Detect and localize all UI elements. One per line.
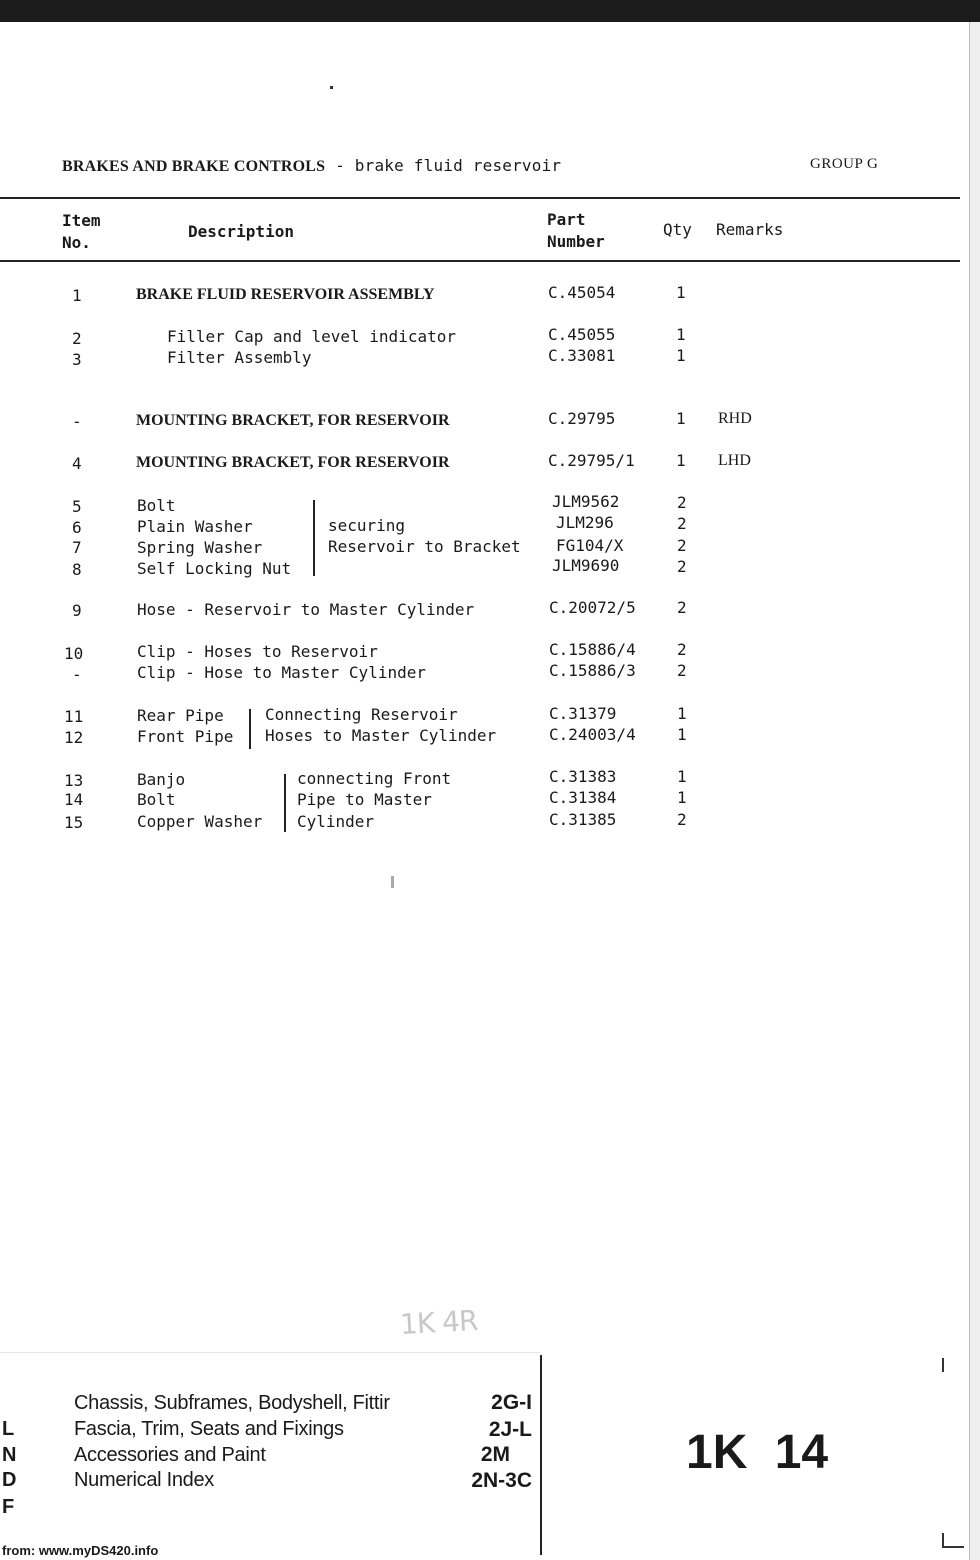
- col-qty: Qty: [663, 220, 692, 239]
- row-item: 2: [72, 329, 82, 348]
- row-qty: 2: [677, 514, 687, 533]
- row-part: C.31379: [549, 704, 617, 723]
- corner-mark: [942, 1546, 964, 1548]
- row-qty: 1: [677, 767, 687, 786]
- col-item-line2: No.: [62, 233, 91, 252]
- row-desc: Filler Cap and level indicator: [167, 327, 456, 346]
- footer-section-label: Fascia, Trim, Seats and Fixings: [74, 1418, 344, 1440]
- col-item: [62, 210, 101, 254]
- row-qty: 2: [677, 810, 687, 829]
- footer-section-code: 2G-I: [491, 1391, 532, 1414]
- row-item: -: [72, 665, 82, 684]
- col-part-line1: Part: [547, 210, 586, 229]
- row-desc: Copper Washer: [137, 812, 263, 831]
- row-part: C.15886/3: [549, 661, 636, 680]
- row-item: 8: [72, 560, 82, 579]
- group-label: GROUP G: [810, 156, 879, 172]
- row-item: 10: [64, 644, 84, 663]
- bracket-note: Reservoir to Bracket: [328, 537, 521, 556]
- edge-letter: D: [2, 1469, 17, 1491]
- page-title: [62, 156, 561, 176]
- row-desc: Clip - Hose to Master Cylinder: [137, 663, 426, 682]
- corner-mark: [942, 1533, 944, 1547]
- header-rule-bottom: [0, 260, 960, 262]
- edge-letter: F: [2, 1496, 15, 1518]
- row-item: 14: [64, 790, 84, 809]
- scan-top-border: [0, 0, 980, 22]
- row-desc: Bolt: [137, 790, 176, 809]
- row-desc: Spring Washer: [137, 538, 263, 557]
- row-desc: Plain Washer: [137, 517, 253, 536]
- row-qty: 2: [677, 598, 687, 617]
- row-desc: BRAKE FLUID RESERVOIR ASSEMBLY: [136, 286, 435, 303]
- scan-right-edge: [969, 22, 980, 1560]
- row-part: C.29795: [548, 409, 616, 428]
- row-part: C.29795/1: [548, 451, 635, 470]
- row-item: 5: [72, 497, 82, 516]
- source-credit: from: www.myDS420.info: [2, 1543, 159, 1558]
- bracket-note: securing: [328, 516, 406, 535]
- bracket-line: [249, 709, 251, 749]
- row-qty: 2: [677, 557, 687, 576]
- row-part: C.24003/4: [549, 725, 636, 744]
- page-title-bold: BRAKES AND BRAKE CONTROLS: [62, 158, 326, 175]
- bracket-line: [313, 500, 315, 576]
- row-part: C.20072/5: [549, 598, 636, 617]
- row-part: C.31383: [549, 767, 617, 786]
- row-qty: 1: [677, 788, 687, 807]
- row-item: 6: [72, 518, 82, 537]
- row-qty: 2: [677, 536, 687, 555]
- row-item: 12: [64, 728, 84, 747]
- footer-section-label: Chassis, Subframes, Bodyshell, Fittir: [74, 1392, 390, 1414]
- col-description: Description: [188, 222, 294, 241]
- row-part: JLM296: [556, 513, 614, 532]
- row-desc: Self Locking Nut: [137, 559, 292, 578]
- row-qty: 1: [677, 704, 687, 723]
- row-desc: Front Pipe: [137, 727, 234, 746]
- footer-section-code: 2N-3C: [471, 1469, 532, 1492]
- row-item: 13: [64, 771, 84, 790]
- bracket-note: connecting Front: [297, 769, 452, 788]
- row-qty: 1: [676, 325, 686, 344]
- row-qty: 2: [677, 640, 687, 659]
- row-qty: 1: [676, 283, 686, 302]
- row-desc: Hose - Reservoir to Master Cylinder: [137, 600, 475, 619]
- row-qty: 2: [677, 493, 687, 512]
- header-rule-top: [0, 197, 960, 199]
- row-part: C.31384: [549, 788, 617, 807]
- corner-mark: [942, 1358, 944, 1372]
- row-item: -: [72, 412, 82, 431]
- row-desc: Clip - Hoses to Reservoir: [137, 642, 378, 661]
- row-item: 1: [72, 286, 82, 305]
- edge-letter: L: [2, 1418, 15, 1440]
- row-item: 4: [72, 454, 82, 473]
- row-part: JLM9690: [552, 556, 620, 575]
- bracket-note: Hoses to Master Cylinder: [265, 726, 497, 745]
- row-item: 11: [64, 707, 84, 726]
- row-part: C.45054: [548, 283, 616, 302]
- row-item: 7: [72, 538, 82, 557]
- row-item: 3: [72, 350, 82, 369]
- row-desc: Banjo: [137, 770, 186, 789]
- row-remarks: LHD: [718, 452, 751, 469]
- row-part: FG104/X: [556, 536, 624, 555]
- bracket-note: Cylinder: [297, 812, 375, 831]
- footer-section-code: 2M: [480, 1443, 510, 1466]
- edge-letter: N: [2, 1444, 17, 1466]
- row-desc: Filter Assembly: [167, 348, 312, 367]
- row-qty: 1: [676, 451, 686, 470]
- footer-section-label: Accessories and Paint: [74, 1444, 266, 1466]
- footer-separator: [0, 1352, 540, 1353]
- row-part: C.15886/4: [549, 640, 636, 659]
- row-item: 9: [72, 601, 82, 620]
- row-qty: 2: [677, 661, 687, 680]
- row-desc: Rear Pipe: [137, 706, 224, 725]
- footer-divider: [540, 1355, 542, 1555]
- bracket-note: Pipe to Master: [297, 790, 432, 809]
- speck: [330, 86, 333, 89]
- speck: [391, 876, 394, 888]
- col-part-number: [547, 209, 605, 253]
- row-part: C.31385: [549, 810, 617, 829]
- row-remarks: RHD: [718, 410, 752, 427]
- fiche-page-code: 1K 14: [686, 1426, 829, 1479]
- col-part-line2: Number: [547, 232, 605, 251]
- row-part: C.45055: [548, 325, 616, 344]
- row-qty: 1: [676, 409, 686, 428]
- row-desc: MOUNTING BRACKET, FOR RESERVOIR: [136, 412, 450, 429]
- row-qty: 1: [677, 725, 687, 744]
- page-title-rest: - brake fluid reservoir: [325, 156, 562, 175]
- col-remarks: Remarks: [716, 220, 784, 239]
- bracket-note: Connecting Reservoir: [265, 705, 458, 724]
- col-item-line1: Item: [62, 211, 101, 230]
- footer-section-code: 2J-L: [488, 1418, 532, 1441]
- faded-stamp: 1K 4R: [399, 1303, 479, 1342]
- row-desc: Bolt: [137, 496, 176, 515]
- footer-section-label: Numerical Index: [74, 1469, 215, 1491]
- row-part: JLM9562: [552, 492, 620, 511]
- row-qty: 1: [676, 346, 686, 365]
- row-part: C.33081: [548, 346, 616, 365]
- row-item: 15: [64, 813, 84, 832]
- bracket-line: [284, 774, 286, 832]
- row-desc: MOUNTING BRACKET, FOR RESERVOIR: [136, 454, 450, 471]
